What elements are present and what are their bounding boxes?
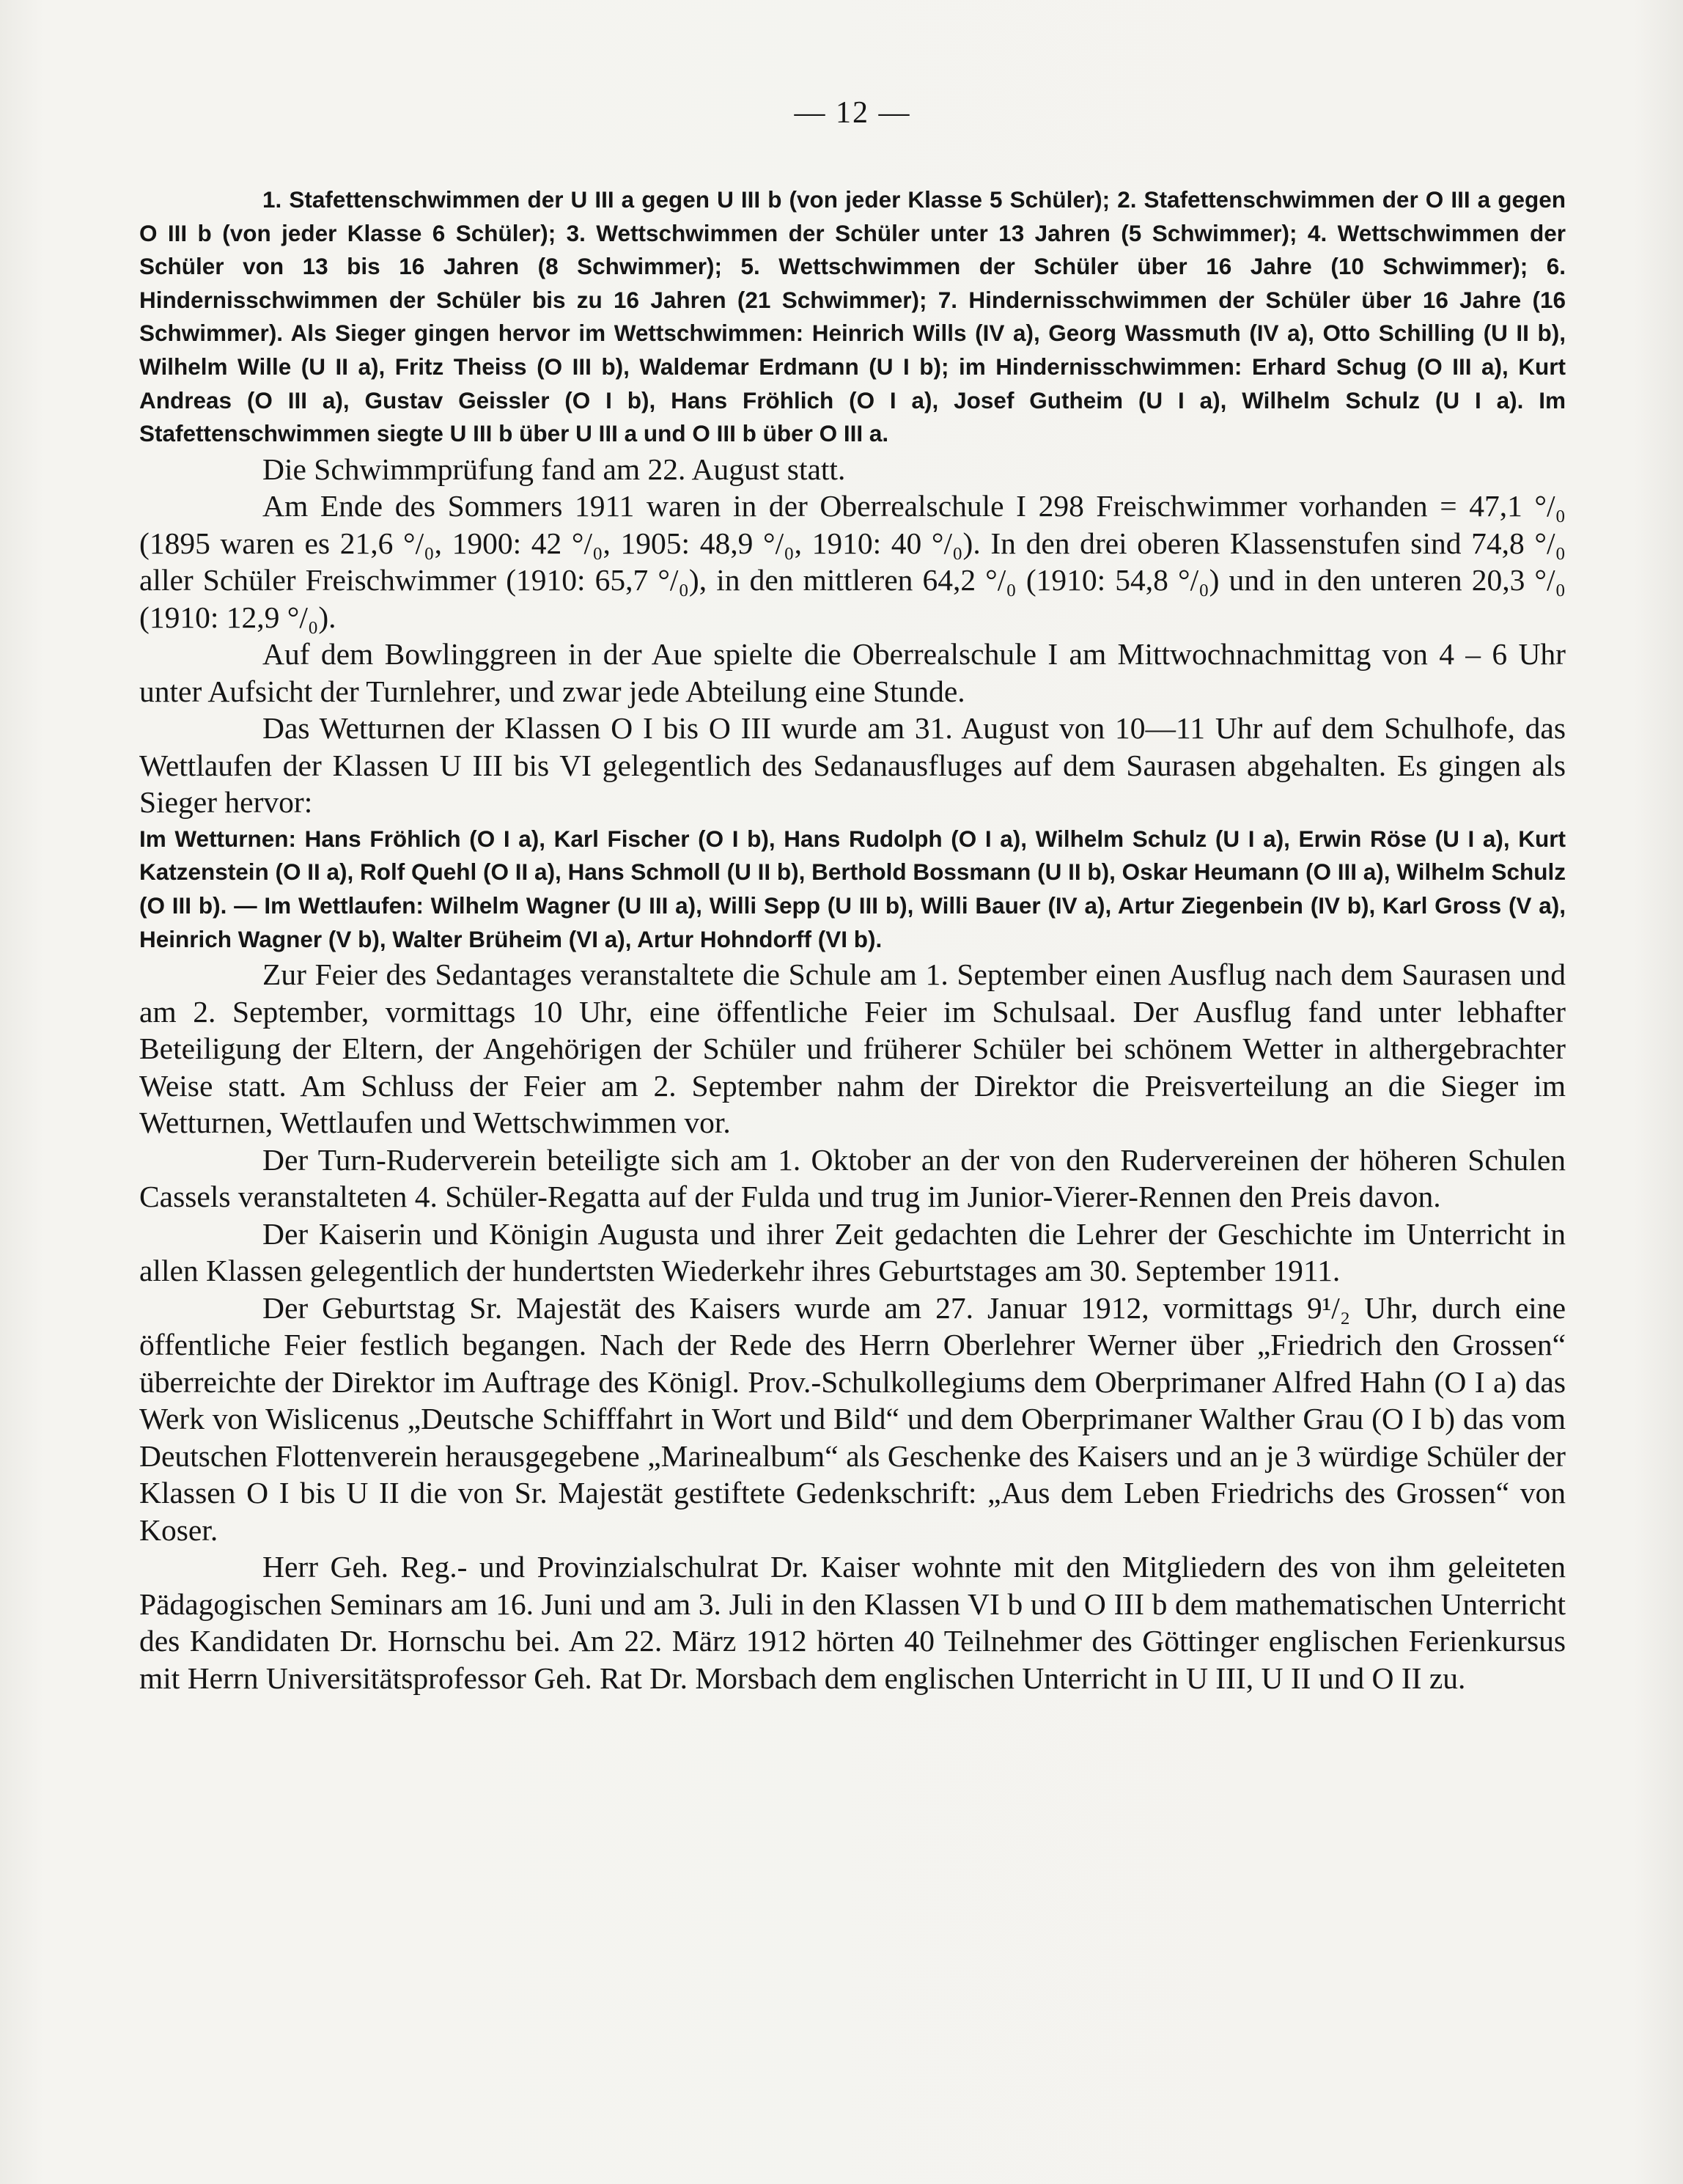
paragraph-sedan-day: Zur Feier des Sedantages veranstaltete die Schule am 1. September einen Ausflug nach dem Saurasen und am 2. September, vormittags 10 Uhr, eine öffentliche Feier im Schulsaal. Der Ausflug fand unter lebhafter Beteiligung der Eltern, der Angehörigen der Schüler und früherer Schüler bei schönem Wetter in althergebrachter Weise statt. Am Schluss der Feier am 2. September nahm der Direktor die Preisverteilung an die Sieger im Wetturnen, Wettlaufen und Wettschwimmen vor. [139, 957, 1566, 1140]
paragraph-bowlinggreen: Auf dem Bowlinggreen in der Aue spielte die Oberrealschule I am Mittwochnachmittag von 4 – 6 Uhr unter Aufsicht der Turnlehrer, und zwar jede Abteilung eine Stunde. [139, 637, 1566, 708]
paragraph-empress-augusta: Der Kaiserin und Königin Augusta und ihrer Zeit gedachten die Lehrer der Geschichte im Unterricht in allen Klassen gelegentlich der hundertsten Wiederkehr ihres Geburtstages am 30. September 1911. [139, 1216, 1566, 1288]
paragraph-swimming-events: 1. Stafettenschwimmen der U III a gegen U III b (von jeder Klasse 5 Schüler); 2. Stafettenschwimmen der O III a gegen O III b (von jeder Klasse 6 Schüler); 3. Wettschwimmen der Schüler unter 13 Jahren (5 Schwimmer); 4. Wettschwimmen der Schüler von 13 bis 16 Jahren (8 Schwimmer); 5. Wettschwimmen der Schüler über 16 Jahre (10 Schwimmer); 6. Hindernisschwimmen der Schüler bis zu 16 Jahren (21 Schwimmer); 7. Hindernisschwimmen der Schüler über 16 Jahre (16 Schwimmer). Als Sieger gingen hervor im Wettschwimmen: Heinrich Wills (IV a), Georg Wassmuth (IV a), Otto Schilling (U II b), Wilhelm Wille (U II a), Fritz Theiss (O III b), Waldemar Erdmann (U I b); im Hindernisschwimmen: Erhard Schug (O III a), Kurt Andreas (O III a), Gustav Geissler (O I b), Hans Fröhlich (O I a), Josef Gutheim (U I a), Wilhelm Schulz (U I a). Im Stafettenschwimmen siegte U III b über U III a und O III b über O III a. [139, 186, 1566, 447]
paragraph-rowing-club: Der Turn-Ruderverein beteiligte sich am 1. Oktober an der von den Rudervereinen der höheren Schulen Cassels veranstalteten 4. Schüler-Regatta auf der Fulda und trug im Junior-Vierer-Rennen den Preis davon. [139, 1142, 1566, 1214]
paragraph-contest-winners: Im Wetturnen: Hans Fröhlich (O I a), Karl Fischer (O I b), Hans Rudolph (O I a), Wilhelm Schulz (U I a), Erwin Röse (U I a), Kurt Katzenstein (O II a), Rolf Quehl (O II a), Hans Schmoll (U II b), Berthold Bossmann (U II b), Oskar Heumann (O III a), Wilhelm Schulz (O III b). — Im Wettlaufen: Wilhelm Wagner (U III a), Willi Sepp (U III b), Willi Bauer (IV a), Artur Ziegenbein (IV b), Karl Gross (V a), Heinrich Wagner (V b), Walter Brüheim (VI a), Artur Hohndorff (VI b). [139, 825, 1566, 952]
page-number: — 12 — [794, 96, 911, 130]
paragraph-gymnastics-contest: Das Wetturnen der Klassen O I bis O III wurde am 31. August von 10—11 Uhr auf dem Schulhofe, das Wettlaufen der Klassen U III bis VI gelegentlich des Sedanausfluges auf dem Saurasen abgehalten. Es gingen als Sieger hervor: [139, 711, 1566, 820]
paragraph-kaiser-birthday: Der Geburtstag Sr. Majestät des Kaisers wurde am 27. Januar 1912, vormittags 9¹/₂ Uhr, durch eine öffentliche Feier festlich begangen. Nach der Rede des Herrn Oberlehrer Werner über „Friedrich den Grossen“ überreichte der Direktor im Auftrage des Königl. Prov.-Schulkollegiums dem Oberprimaner Alfred Hahn (O I a) das Werk von Wislicenus „Deutsche Schifffahrt in Wort und Bild“ und dem Oberprimaner Walther Grau (O I b) das vom Deutschen Flottenverein herausgegebene „Marinealbum“ als Geschenke des Kaisers und an je 3 würdige Schüler der Klassen O I bis U II die von Sr. Majestät gestiftete Gedenkschrift: „Aus dem Leben Friedrichs des Grossen“ von Koser. [139, 1290, 1566, 1547]
paragraph-swimming-exam: Die Schwimmprüfung fand am 22. August statt. [262, 452, 846, 486]
paragraph-seminar-visit: Herr Geh. Reg.- und Provinzialschulrat Dr. Kaiser wohnte mit den Mitgliedern des von ihm geleiteten Pädagogischen Seminars am 16. Juni und am 3. Juli in den Klassen VI b und O III b dem mathematischen Unterricht des Kandidaten Dr. Hornschu bei. Am 22. März 1912 hörten 40 Teilnehmer des Göttinger englischen Ferienkursus mit Herrn Universitätsprofessor Geh. Rat Dr. Morsbach dem englischen Unterricht in U III, U II und O II zu. [139, 1550, 1566, 1695]
paragraph-free-swimmers: Am Ende des Sommers 1911 waren in der Oberrealschule I 298 Freischwimmer vorhanden = 47,1 °/₀ (1895 waren es 21,6 °/₀, 1900: 42 °/₀, 1905: 48,9 °/₀, 1910: 40 °/₀). In den drei oberen Klassenstufen sind 74,8 °/₀ aller Schüler Freischwimmer (1910: 65,7 °/₀), in den mittleren 64,2 °/₀ (1910: 54,8 °/₀) und in den unteren 20,3 °/₀ (1910: 12,9 °/₀). [139, 489, 1566, 634]
